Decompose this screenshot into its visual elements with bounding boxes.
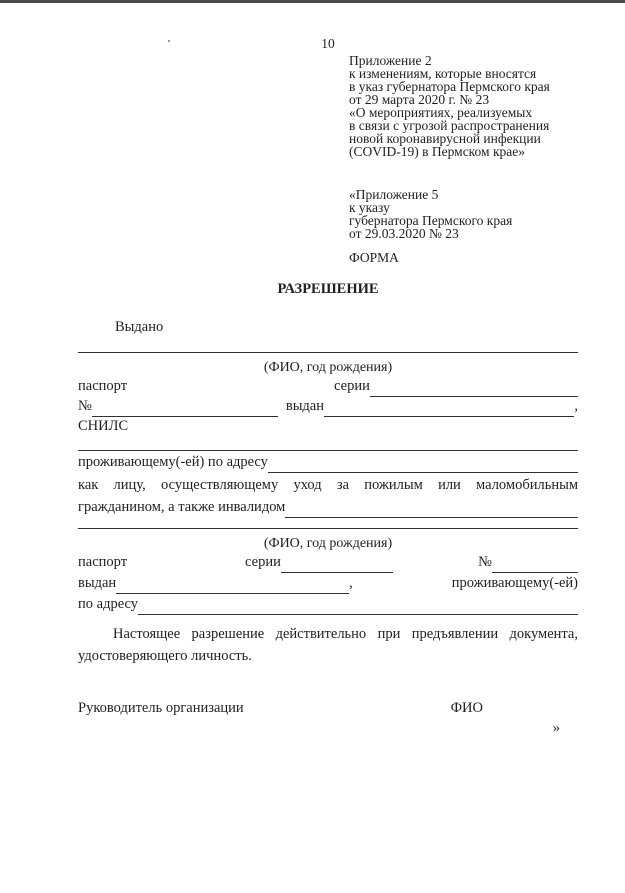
comma: , [349,575,353,591]
residence-row-1 [78,452,578,473]
residence-field-1 [268,452,578,473]
passport-row-1 [78,377,578,397]
care-text-line-2 [78,497,578,518]
residing-label-2: проживающему(-ей) [451,575,578,591]
snils-label: СНИЛС [78,418,129,434]
spacer [278,397,286,417]
issued-by-field-2 [116,573,349,594]
address-row-2 [78,594,578,615]
snils-blank-line [78,450,578,451]
number-field-1 [92,397,278,417]
signature-fio-label: ФИО [450,700,483,716]
passport-number-row-1 [78,397,578,417]
series-label-2: серии [245,554,281,570]
page-content [78,0,578,736]
spacer [127,377,334,397]
fio-blank-line-1 [78,352,578,353]
appendix-ref-line: к изменениям, которые вносятся [349,66,537,81]
signature-position-label: Руководитель организации [78,700,244,716]
number-field-2 [492,553,578,573]
number-label-2: № [478,554,492,570]
validity-paragraph [78,623,578,667]
issued-by-field-1 [324,397,574,417]
spacer [353,573,452,594]
issued-by-label-1: выдан [285,398,325,414]
appendix-ref-line: от 29 марта 2020 г. № 23 [349,92,490,107]
validity-line-2: удостоверяющего личность. [78,648,252,664]
appendix-ref-line: «Приложение 5 [349,187,439,202]
appendix-ref-line: «О мероприятиях, реализуемых [349,105,533,120]
series-field-2 [281,553,393,573]
signature-row [78,701,578,716]
spacer [127,553,245,573]
form-label: ФОРМА [349,250,399,265]
series-field-1 [370,377,578,397]
fio-caption-1: (ФИО, год рождения) [263,360,393,375]
passport-label-1: паспорт [78,378,128,394]
appendix-ref-line: новой коронавирусной инфекции [349,131,541,146]
appendix-ref-line: от 29.03.2020 № 23 [349,226,459,241]
appendix-ref-line: в связи с угрозой распространения [349,118,550,133]
care-line-2-label: гражданином, а также инвалидом [78,499,286,515]
closing-quote: » [552,720,560,736]
issued-by-label-2: выдан [78,575,117,591]
appendix-ref-line: Приложение 2 [349,53,432,68]
address-label-2: по адресу [78,596,138,612]
series-label-1: серии [334,378,370,394]
care-text-line-1: как лицу, осуществляющему уход за пожилым или маломобильным [78,477,578,493]
spacer [393,553,478,573]
page-number: 10 [321,36,335,51]
fio-caption-2: (ФИО, год рождения) [263,536,393,551]
appendix-reference-block-2 [349,188,578,240]
appendix-ref-line: в указ губернатора Пермского края [349,79,550,94]
appendix-ref-line: губернатора Пермского края [349,213,513,228]
appendix-ref-line: к указу [349,200,390,215]
number-label-1: № [78,398,92,414]
fio-blank-line-2 [78,528,578,529]
passport-label-2: паспорт [78,554,128,570]
appendix-ref-line: (COVID-19) в Пермском крае» [349,144,526,159]
comma: , [574,398,578,414]
passport-row-2 [78,553,578,573]
document-title: РАЗРЕШЕНИЕ [277,281,379,297]
issued-by-row-2 [78,573,578,594]
snils-row [78,417,578,437]
issued-label: Выдано [115,319,164,335]
invalid-person-field [285,497,578,518]
validity-line-1: Настоящее разрешение действительно при предъявлении документа, [113,626,578,642]
appendix-reference-block-1 [349,54,578,158]
address-field-2 [138,594,578,615]
residing-label-1: проживающему(-ей) по адресу [78,454,268,470]
